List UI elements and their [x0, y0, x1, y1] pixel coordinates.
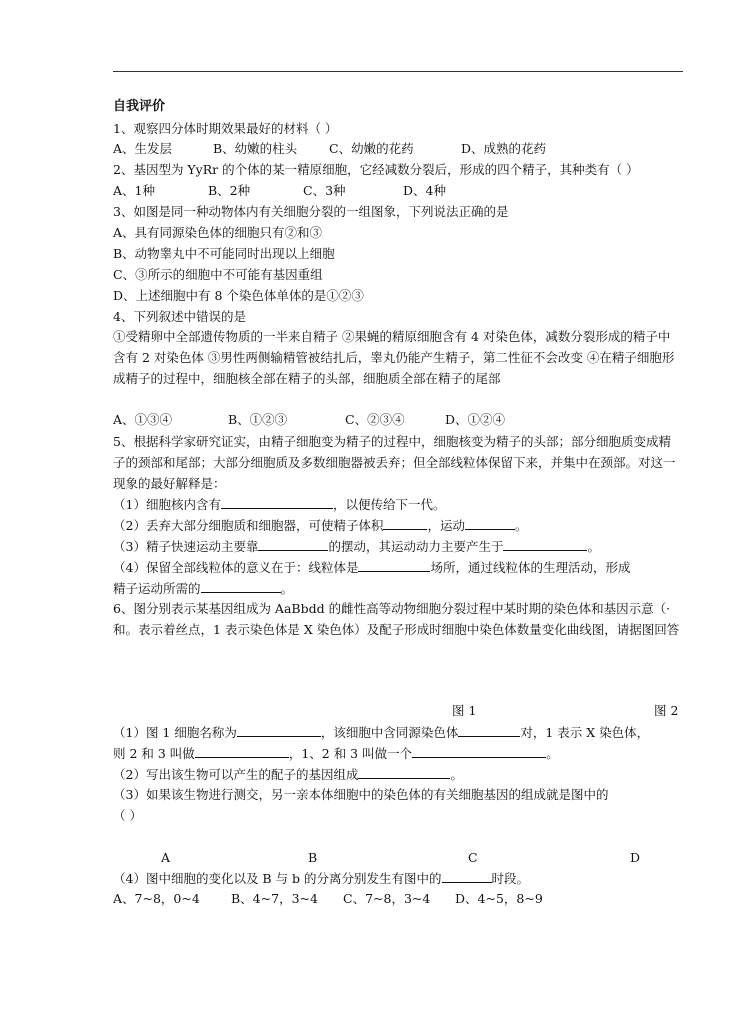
q5-sub4-cont-end: 。 [280, 581, 294, 596]
q6-part1-cont [113, 743, 559, 764]
q2-option-d: D、4种 [403, 183, 446, 198]
q6-part2-end: 。 [450, 767, 463, 782]
q6-blank-6[interactable] [442, 868, 492, 883]
q3-stem: 3、如图是同一种动物体内有关细胞分裂的一组图象，下列说法正确的是 [113, 204, 509, 219]
q5-sub2-mid: ，运动 [427, 518, 465, 533]
section-title: 自我评价 [113, 99, 166, 114]
q5-sub3-text: （3）精子快速运动主要靠 [113, 539, 259, 554]
q1-stem: 1、观察四分体时期效果最好的材料（ ） [113, 121, 338, 136]
q6-part1-cont-text: 则 2 和 3 叫做 [113, 746, 195, 761]
q6-part2 [113, 764, 463, 785]
q5-sub4-cont [113, 578, 293, 599]
q2-options [113, 181, 446, 201]
q3-option-d: D、上述细胞中有 8 个染色体单体的是①②③ [113, 288, 364, 303]
q1-option-d: D、成熟的花药 [461, 141, 547, 156]
figure-1-label: 图 1 [452, 703, 477, 718]
q6-part3: （3）如果该生物进行测交，另一亲本体细胞中的染色体的有关细胞基因的组成就是图中的 [113, 787, 609, 802]
q5-sub3-mid: 的摆动，其运动动力主要产生于 [328, 539, 504, 554]
q5-sub2-end: 。 [514, 518, 528, 533]
q6-part1-mid: ，该细胞中含同源染色体 [320, 725, 459, 740]
q6-choice-c: C [468, 850, 478, 865]
figure-2-label: 图 2 [654, 703, 679, 718]
q6-options [113, 889, 543, 909]
q6-option-b: B、4~7，3~4 [231, 891, 318, 906]
q5-sub3 [113, 536, 600, 557]
q5-stem: 5、根据科学家研究证实，由精子细胞变为精子的过程中，细胞核变为精子的头部；部分细胞质变成精子的颈部和尾部；大部分细胞质及多数细胞器被丢弃；但全部线粒体保留下来，并集中在颈部。对这一现象的最好解释是： [113, 434, 676, 491]
q6-option-d: D、4~5，8~9 [455, 891, 543, 906]
q4-option-a: A、①③④ [113, 412, 173, 427]
q1-option-a: A、生发层 [113, 141, 173, 156]
q6-choice-a: A [161, 850, 171, 865]
q5-sub2 [113, 515, 528, 536]
q6-blank-1[interactable] [237, 722, 321, 737]
q5-blank-5[interactable] [503, 536, 587, 551]
q6-blank-3[interactable] [195, 743, 289, 758]
q5-sub4-mid: 场所，通过线粒体的生理活动，形成 [430, 560, 631, 575]
q4-option-c: C、②③④ [345, 412, 405, 427]
q4-stem: 4、下列叙述中错误的是 [113, 309, 246, 324]
q5-sub3-end: 。 [587, 539, 600, 554]
q5-blank-6[interactable] [358, 557, 430, 572]
q6-part4 [113, 868, 529, 889]
q5-sub1 [113, 494, 445, 515]
q2-stem: 2、基因型为 YyRr 的个体的某一精原细胞，它经减数分裂后，形成的四个精子，其种类有（ ） [113, 162, 639, 177]
q5-sub2-text: （2）丢弃大部分细胞质和细胞器，可使精子体积 [113, 518, 384, 533]
q4-option-b: B、①②③ [228, 412, 288, 427]
q5-blank-3[interactable] [465, 515, 515, 530]
q1-option-b: B、幼嫩的柱头 [213, 141, 298, 156]
q2-option-c: C、3种 [303, 183, 346, 198]
q5-sub4 [113, 557, 630, 578]
q5-sub4-cont-text: 精子运动所需的 [113, 581, 201, 596]
q5-sub1-end: ，以便传给下一代。 [332, 497, 446, 512]
top-rule [113, 71, 683, 72]
q6-stem: 6、图分别表示某基因组成为 AaBbdd 的雌性高等动物细胞分裂过程中某时期的染色体和基因示意（·和。表示着丝点，1 表示染色体是 X 染色体）及配子形成时细胞中染色体数量变化曲线图，请据图回答 [113, 601, 680, 637]
q4-options [113, 410, 505, 430]
q6-blank-4[interactable] [412, 743, 546, 758]
q6-part1-text: （1）图 1 细胞名称为 [113, 725, 237, 740]
q3-option-c: C、③所示的细胞中不可能有基因重组 [113, 267, 323, 282]
q5-blank-1[interactable] [221, 494, 333, 509]
q5-blank-2[interactable] [383, 515, 427, 530]
q6-part4-end: 时段。 [491, 871, 530, 886]
q6-choice-b: B [308, 850, 318, 865]
q2-option-a: A、1种 [113, 183, 155, 198]
q6-part1 [113, 722, 649, 743]
q6-part3-paren: （ ） [113, 808, 142, 823]
q5-sub1-text: （1）细胞核内含有 [113, 497, 221, 512]
q6-part1-cont-mid: ，1、2 和 3 叫做一个 [288, 746, 413, 761]
q6-part2-text: （2）写出该生物可以产生的配子的基因组成 [113, 767, 359, 782]
q5-sub4-text: （4）保留全部线粒体的意义在于：线粒体是 [113, 560, 359, 575]
q3-option-b: B、动物睾丸中不可能同时出现以上细胞 [113, 246, 335, 261]
q5-blank-7[interactable] [201, 578, 281, 593]
q4-statements: ①受精卵中全部遗传物质的一半来自精子 ②果蝇的精原细胞含有 4 对染色体，减数分裂形成的精子中含有 2 对染色体 ③男性两侧输精管被结扎后，睾丸仍能产生精子，第二性征不会改变 ④在精子细胞形成精子的过程中，细胞核全部在精子的头部，细胞质全部在精子的尾部 [113, 329, 675, 386]
q6-option-a: A、7~8，0~4 [113, 891, 200, 906]
q6-option-c: C、7~8，3~4 [343, 891, 431, 906]
q5-blank-4[interactable] [258, 536, 328, 551]
q4-option-d: D、①②④ [445, 412, 506, 427]
q6-choice-d: D [630, 850, 641, 865]
q1-options [113, 139, 546, 159]
q6-blank-5[interactable] [358, 764, 450, 779]
q6-blank-2[interactable] [458, 722, 520, 737]
q6-part4-text: （4）图中细胞的变化以及 B 与 b 的分离分别发生有图中的 [113, 871, 442, 886]
q1-option-c: C、幼嫩的花药 [329, 141, 414, 156]
q6-part1-cont-end: 。 [546, 746, 559, 761]
q2-option-b: B、2种 [208, 183, 251, 198]
q3-option-a: A、具有同源染色体的细胞只有②和③ [113, 225, 323, 240]
q6-part1-end: 对，1 表示 X 染色体， [520, 725, 650, 740]
